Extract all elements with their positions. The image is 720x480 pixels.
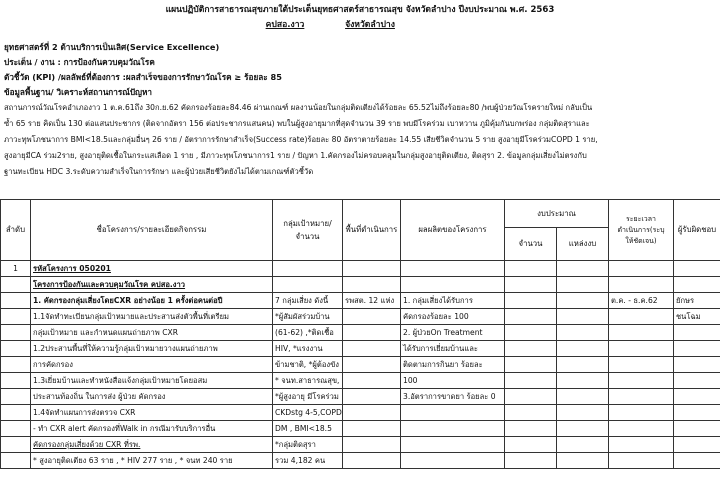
situation-line-2: ซ้ำ 65 ราย คิดเป็น 130 ต่อแสนประชากร (ติดจากอัตรา 156 ต่อประชากรแสนคน) พบในผู้สูงอายุมากที่สุดจำนวน 39 ราย พบมีโรคร่วม เบาหวาน ภูมิคุ้มกันบกพร่อง กลุ่มติดสุราและ [4,119,590,128]
row-source [557,437,609,453]
row-owner [674,261,720,277]
row-owner [674,373,720,389]
row-period [609,277,674,293]
header-no: ลำดับ [1,200,31,261]
table-row [1,389,720,405]
row-owner [674,453,720,469]
row-no [1,405,31,421]
row-area [343,325,401,341]
project-name: โครงการป้องกันและควบคุมวัณโรค คปสอ.งาว [31,277,273,293]
row-amount [505,421,557,437]
row-expected [401,421,505,437]
row-amount [505,405,557,421]
row-amount [505,261,557,277]
row-area [343,405,401,421]
row-area [343,389,401,405]
strategy-line: ยุทธศาสตร์ที่ 2 ด้านบริการเป็นเลิศ(Service Excellence) [4,42,220,52]
row-no [1,293,31,309]
row-project: 1.1จัดทำทะเบียนกลุ่มเป้าหมายและประสานส่งตัวพื้นที่เตรียม [31,309,273,325]
row-period [609,405,674,421]
table-row [1,437,720,453]
row-period: ต.ค. - ธ.ค.62 [609,293,674,309]
row-owner [674,405,720,421]
table-row [1,421,720,437]
row-project: กลุ่มเป้าหมาย และกำหนดแผนถ่ายภาพ CXR [31,325,273,341]
org-name: คปสอ.งาว [265,20,305,30]
row-target [273,261,343,277]
header-period: ระยะเวลา ดำเนินการ(ระบุ ให้ชัดเจน) [609,200,674,261]
row-period [609,341,674,357]
row-period [609,325,674,341]
row-source [557,341,609,357]
project-table [0,199,720,469]
row-no [1,389,31,405]
row-source [557,309,609,325]
row-no [1,453,31,469]
row-area [343,421,401,437]
row-target: (61-62) ,*ติดเชื้อ [273,325,343,341]
table-row [1,293,720,309]
row-period [609,421,674,437]
row-period [609,453,674,469]
row-amount [505,453,557,469]
row-period [609,389,674,405]
row-source [557,293,609,309]
header-amount: จำนวน [505,228,557,261]
row-amount [505,293,557,309]
table-row [1,453,720,469]
row-period [609,437,674,453]
header-area: พื้นที่ดำเนินการ [343,200,401,261]
header-owner: ผู้รับผิดชอบ [674,200,720,261]
row-amount [505,389,557,405]
table-row [1,373,720,389]
plan-title: แผนปฏิบัติการสาธารณสุขภายใต้ประเด็นยุทธศาสตร์สาธารณสุข จังหวัดลำปาง ปีงบประมาณ พ.ศ. 2563 [165,5,555,15]
row-target: CKDstg 4-5,COPD [273,405,343,421]
row-target: ข้ามชาติ, *ผู้ต้องขัง [273,357,343,373]
row-period [609,309,674,325]
row-project: การคัดกรอง [31,357,273,373]
row-source [557,277,609,293]
row-project: - ทำ CXR alert คัดกรองที่Walk in กรณีมารับบริการอื่น [31,421,273,437]
row-expected [401,277,505,293]
row-project: 1.4จัดทำแผนการส่งตรวจ CXR [31,405,273,421]
kpi-line: ตัวชี้วัด (KPI) /ผลลัพธ์ที่ต้องการ :ผลสำเร็จของการรักษาวัณโรค ≥ ร้อยละ 85 [4,72,282,82]
row-no [1,309,31,325]
row-no [1,437,31,453]
row-area [343,437,401,453]
row-no [1,373,31,389]
row-no [1,421,31,437]
row-amount [505,373,557,389]
row-no: 1 [1,261,31,277]
project-code: รหัสโครงการ 050201 [31,261,273,277]
row-target: รวม 4,182 คน [273,453,343,469]
row-amount [505,309,557,325]
row-owner: ยักษร [674,293,720,309]
row-expected [401,405,505,421]
row-period [609,261,674,277]
activity-title: 1. คัดกรองกลุ่มเสี่ยงโดยCXR อย่างน้อย 1 ครั้งต่อคนต่อปี [31,293,273,309]
row-expected: 100 [401,373,505,389]
row-expected: ติดตามการกินยา ร้อยละ [401,357,505,373]
row-amount [505,325,557,341]
row-no [1,341,31,357]
row-area: รพสต. 12 แห่ง [343,293,401,309]
row-target [273,277,343,293]
row-expected: 3.อัตราการขาดยา ร้อยละ 0 [401,389,505,405]
table-row [1,405,720,421]
row-area [343,309,401,325]
row-owner: ชนโฉม [674,309,720,325]
row-source [557,421,609,437]
row-owner [674,325,720,341]
issue-line: ประเด็น / งาน : การป้องกันควบคุมวัณโรค [4,57,155,67]
row-owner [674,389,720,405]
row-target: *ผู้สูงอายุ มีโรคร่วม [273,389,343,405]
row-source [557,405,609,421]
row-expected: คัดกรองร้อยละ 100 [401,309,505,325]
row-source [557,373,609,389]
row-area [343,341,401,357]
row-owner [674,341,720,357]
row-area [343,261,401,277]
row-period [609,373,674,389]
row-source [557,261,609,277]
row-expected: ได้รับการเยี่ยมบ้านและ [401,341,505,357]
row-owner [674,277,720,293]
row-period [609,357,674,373]
row-expected: 1. กลุ่มเสี่ยงได้รับการ [401,293,505,309]
row-expected [401,437,505,453]
row-source [557,357,609,373]
table-row [1,341,720,357]
row-project: 1.3เยี่ยมบ้านและทำหนังสือแจ้งกลุ่มเป้าหมายโดยอสม [31,373,273,389]
row-amount [505,277,557,293]
row-area [343,373,401,389]
situation-line-4: สูงอายุมีCA ร่วม2ราย, สูงอายุติดเชื้อในกระแสเลือด 1 ราย , มีภาวะทุพโภชนาการ1 ราย / ปัญหา 1.คัดกรองไม่ครอบคลุมในกลุ่มสูงอายุติดเตียง, ติดสุรา 2. ข้อมูลกลุ่มเสี่ยงไม่ตรงกับ [4,151,587,160]
row-source [557,453,609,469]
row-expected [401,453,505,469]
row-target: 7 กลุ่มเสี่ยง ดังนี้ [273,293,343,309]
table-row [1,261,720,277]
header-budget: งบประมาณ [505,200,609,228]
row-project: คัดกรองกลุ่มเสี่ยงด้วย CXR ที่รพ. [31,437,273,453]
row-project: ประสานท้องถิ่น ในการส่ง ผู้ป่วย คัดกรอง [31,389,273,405]
baseline-title: ข้อมูลพื้นฐาน/ วิเคราะห์สถานการณ์ปัญหา [4,87,153,97]
row-no [1,325,31,341]
row-area [343,453,401,469]
table-row [1,277,720,293]
row-target: *กลุ่มติดสุรา [273,437,343,453]
table-row [1,325,720,341]
header-expected: ผลผลิตของโครงการ [401,200,505,261]
row-target: *ผู้สัมผัสร่วมบ้าน [273,309,343,325]
row-expected [401,261,505,277]
row-amount [505,357,557,373]
situation-line-3: ภาวะทุพโภชนาการ BMI<18.5และกลุ่มอื่นๆ 26 ราย / อัตราการรักษาสำเร็จ(Success rate)ร้อยละ 80 อัตราตายร้อยละ 14.55 เสียชีวิตจำนวน 5 ราย สูงอายุมีโรคร่วมCOPD 1 ราย, [4,135,598,144]
province-name: จังหวัดลำปาง [345,20,395,30]
row-source [557,389,609,405]
row-project: * สูงอายุติดเตียง 63 ราย , * HIV 277 ราย , * จนท 240 ราย [31,453,273,469]
row-target: HIV, *แรงงาน [273,341,343,357]
header-target: กลุ่มเป้าหมาย/ จำนวน [273,200,343,261]
table-row [1,309,720,325]
row-source [557,325,609,341]
row-area [343,277,401,293]
row-amount [505,437,557,453]
row-expected: 2. ผู้ป่วยOn Treatment [401,325,505,341]
row-target: * จนท.สาธารณสุข, [273,373,343,389]
row-no [1,357,31,373]
situation-line-1: สถานการณ์วัณโรคอำเภองาว 1 ต.ค.61ถึง 30ก.ย.62 คัดกรองร้อยละ84.46 ผ่านเกณฑ์ ผลงานน้อยในกลุ่มติดเตียงได้ร้อยละ 65.52ไม่ถึงร้อยละ80 /พบผู้ป่วยวัณโรครายใหม่ กลับเป็น [4,103,593,112]
row-owner [674,357,720,373]
row-area [343,357,401,373]
row-project: 1.2ประสานพื้นที่ให้ความรู้กลุ่มเป้าหมายวางแผนถ่ายภาพ [31,341,273,357]
header-source: แหล่งงบ [557,228,609,261]
row-owner [674,437,720,453]
row-target: DM , BMI<18.5 [273,421,343,437]
table-row [1,357,720,373]
row-no [1,277,31,293]
situation-line-5: ฐานทะเบียน HDC 3.ระดับความสำเร็จในการรักษา และผู้ป่วยเสียชีวิตยังไม่ได้ตามเกณฑ์ตัวชี้วัด [4,167,314,176]
header-project: ชื่อโครงการ/รายละเอียดกิจกรรม [31,200,273,261]
row-amount [505,341,557,357]
row-owner [674,421,720,437]
